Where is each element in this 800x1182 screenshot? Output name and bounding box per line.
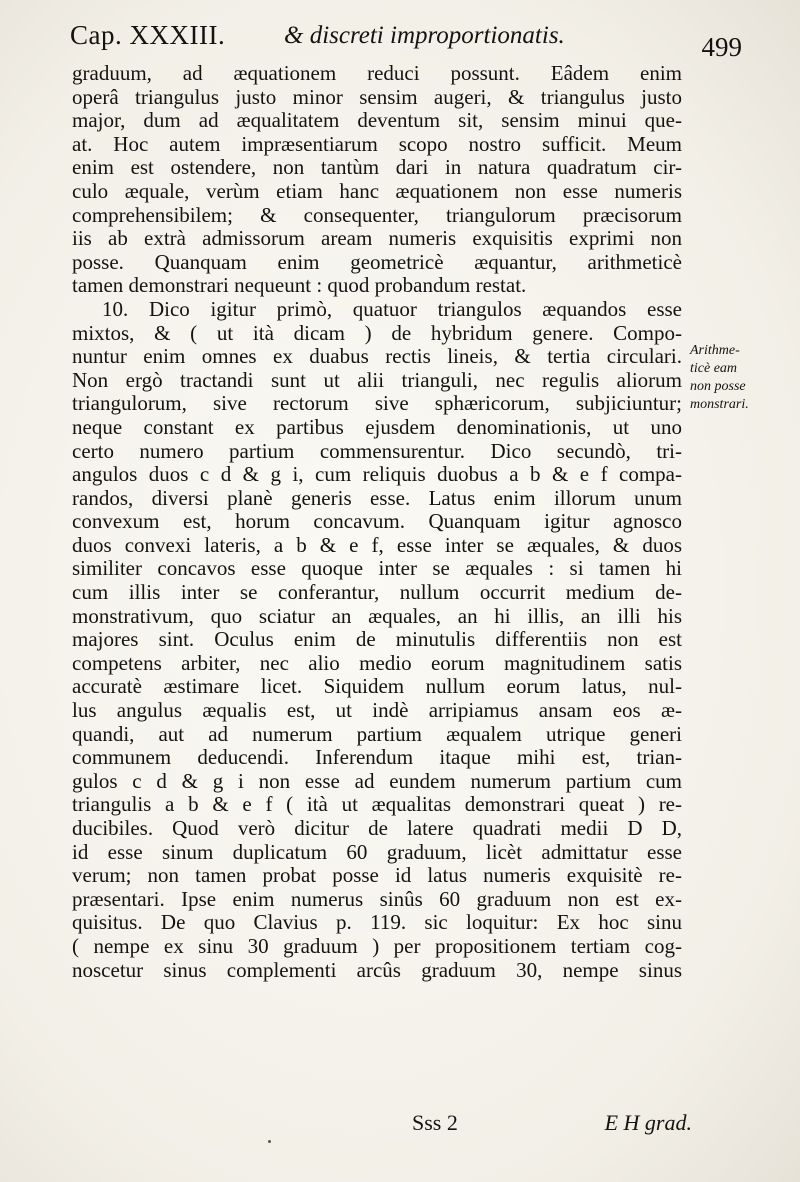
text-line: similiter concavos esse quoque inter se æquales : si tamen hi <box>72 556 682 581</box>
text-line: triangulis a b & e f ( ità ut æqualitas demonstrari queat ) re- <box>72 792 682 817</box>
ink-speck <box>268 1140 271 1143</box>
marginal-note-line: monstrari. <box>690 397 749 412</box>
text-line: mixtos, & ( ut ità dicam ) de hybridum genere. Compo- <box>72 320 682 345</box>
text-line: comprehensibilem; & consequenter, triangulorum præcisorum <box>72 202 682 227</box>
page-number: 499 <box>701 32 742 62</box>
text-line: præsentari. Ipse enim numerus sinûs 60 graduum non est ex- <box>72 886 682 911</box>
text-line: major, dum ad æqualitatem deventum sit, sensim minui que- <box>72 108 682 133</box>
text-line: ducibiles. Quod verò dicitur de latere quadrati medii D D, <box>72 816 682 840</box>
marginal-note-line: non posse <box>690 379 746 394</box>
text-line: communem deducendi. Inferendum itaque mihi est, trian- <box>72 745 682 770</box>
text-line: noscetur sinus complementi arcûs graduum 30, nempe sinus <box>72 957 682 982</box>
text-line: neque constant ex partibus ejusdem denominationis, ut uno <box>72 414 682 439</box>
catchword: E H grad. <box>604 1110 692 1135</box>
text-line: Non ergò tractandi sunt ut alii trianguli, nec regulis aliorum <box>72 367 682 392</box>
running-head <box>70 18 742 62</box>
text-line: id esse sinum duplicatum 60 graduum, licèt admittatur esse <box>72 839 682 864</box>
text-line: iis ab extrà admissorum aream numeris exquisitis exprimi non <box>72 226 682 251</box>
paragraph-start-line: 10. Dico igitur primò, quatuor triangulos æquandos esse <box>102 296 682 321</box>
text-line: enim est ostendere, non tantùm dari in natura quadratum cir- <box>72 155 682 180</box>
text-line: graduum, ad æquationem reduci possunt. Eâdem enim <box>72 61 682 85</box>
marginal-note-line: Arithme- <box>690 343 740 358</box>
text-line: tamen demonstrari nequeunt : quod probandum restat. <box>72 273 527 298</box>
text-line: monstrativum, quo sciatur an æquales, an hi illis, an illi his <box>72 603 682 628</box>
marginal-note <box>690 342 770 414</box>
text-line: quandi, aut ad numerum partium æqualem utrique generi <box>72 721 682 746</box>
text-line: competens arbiter, nec alio medio eorum magnitudinem satis <box>72 650 682 675</box>
text-line: accuratè æstimare licet. Siquidem nullum eorum latus, nul- <box>72 674 682 699</box>
text-line: angulos duos c d & g i, cum reliquis duobus a b & e f compa- <box>72 462 682 487</box>
body-text <box>72 62 682 982</box>
text-line: verum; non tamen probat posse id latus numeris exquisitè re- <box>72 863 682 888</box>
text-line: operâ triangulus justo minor sensim augeri, & triangulus justo <box>72 84 682 109</box>
text-line: convexum est, horum concavum. Quanquam igitur agnosco <box>72 509 682 534</box>
text-line: gulos c d & g i non esse ad eundem numerum partium cum <box>72 768 682 793</box>
text-line: randos, diversi planè generis esse. Latus enim illorum unum <box>72 485 682 510</box>
text-line: ( nempe ex sinu 30 graduum ) per propositionem tertiam cog- <box>72 933 682 958</box>
text-line: cum illis inter se conferantur, nullum occurrit medium de- <box>72 580 682 605</box>
page-footer <box>72 1110 692 1140</box>
text-line: nuntur enim omnes ex duabus rectis lineis, & tertia circulari. <box>72 344 682 369</box>
text-line: culo æquale, verùm etiam hanc æquationem non esse numeris <box>72 178 682 203</box>
text-line: certo numero partium commensurentur. Dico secundò, tri- <box>72 438 682 463</box>
text-line: triangulorum, sive rectorum sive sphæricorum, subjiciuntur; <box>72 391 682 416</box>
text-line: duos convexi lateris, a b & e f, esse inter se æquales, & duos <box>72 532 682 557</box>
signature-mark: Sss 2 <box>412 1110 458 1135</box>
text-line: lus angulus æqualis est, ut indè arripiamus ansam eos æ- <box>72 698 682 723</box>
running-title: & discreti improportionatis. <box>284 22 565 49</box>
text-line: at. Hoc autem impræsentiarum scopo nostro sufficit. Meum <box>72 131 682 156</box>
chapter-heading: Cap. XXXIII. <box>70 20 226 50</box>
marginal-note-line: ticè eam <box>690 361 738 376</box>
text-line: majores sint. Oculus enim de minutulis differentiis non est <box>72 627 682 652</box>
text-line: quisitus. De quo Clavius p. 119. sic loquitur: Ex hoc sinu <box>72 910 682 935</box>
text-line: posse. Quanquam enim geometricè æquantur, arithmeticè <box>72 249 682 274</box>
